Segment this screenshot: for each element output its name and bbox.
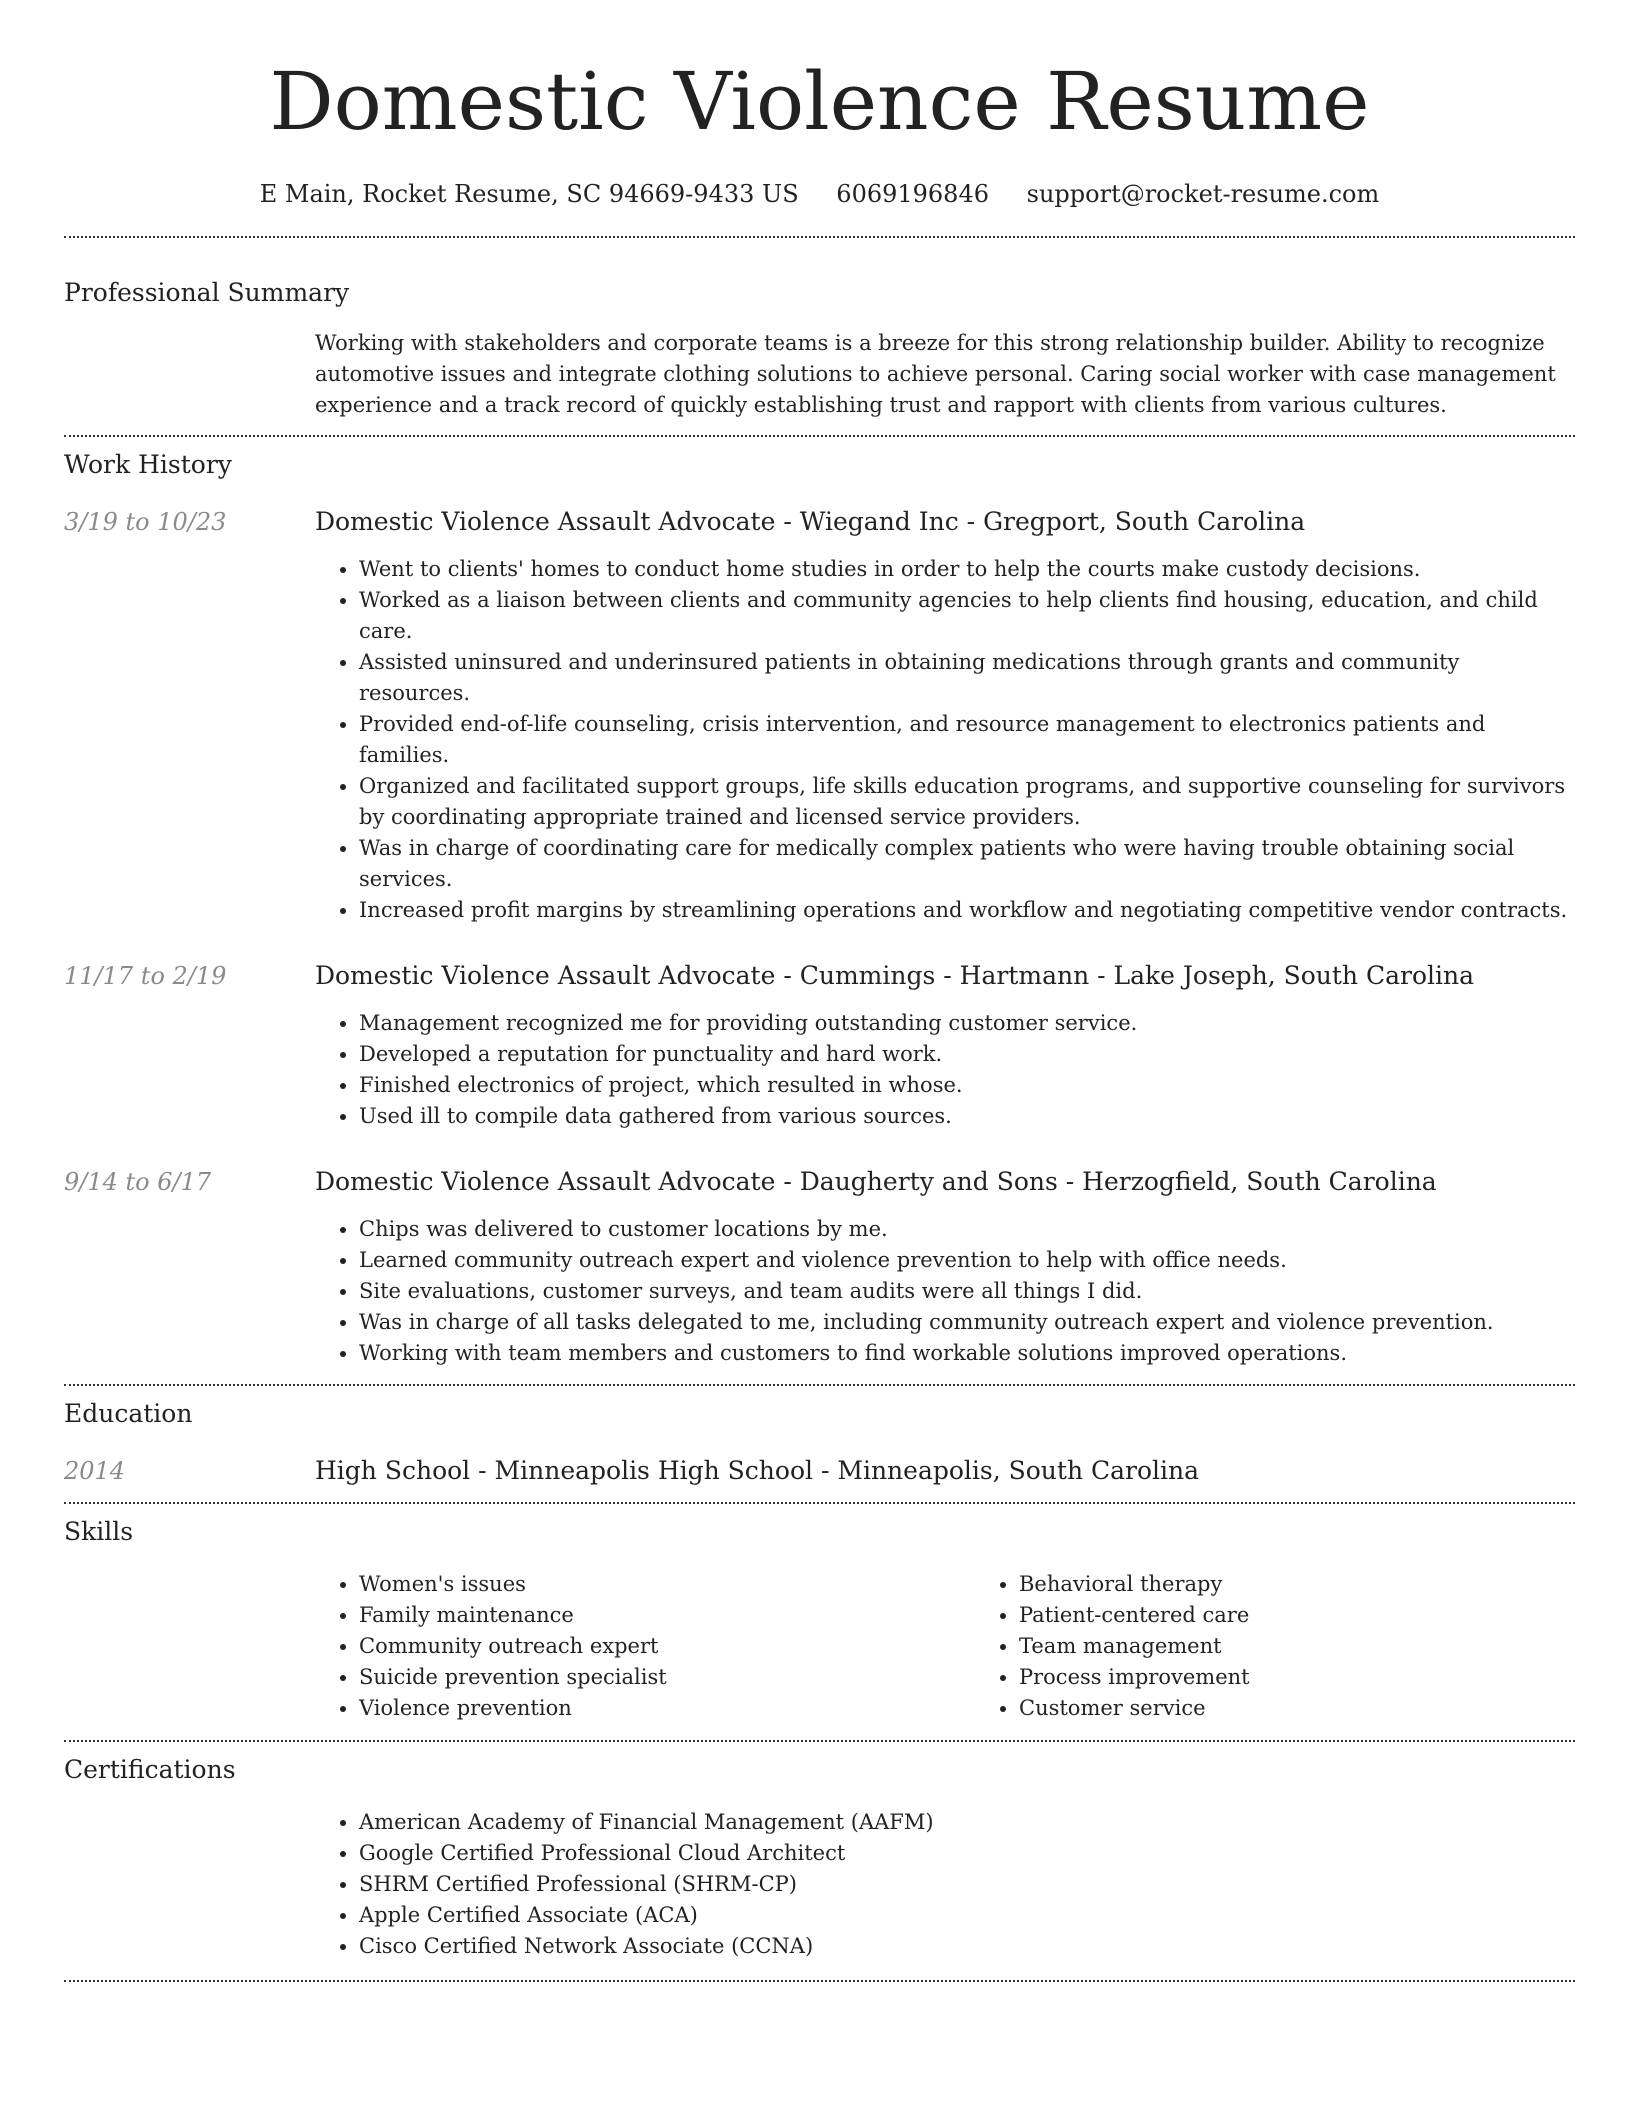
job-title: Domestic Violence Assault Advocate - Wiegand Inc - Gregport, South Carolina xyxy=(315,507,1306,536)
list-item: • Provided end-of-life counseling, crisis intervention, and resource management to electronics patients and families. xyxy=(359,709,1575,771)
job-title: Domestic Violence Assault Advocate - Daugherty and Sons - Herzogfield, South Carolina xyxy=(315,1167,1437,1196)
list-item: • Developed a reputation for punctuality and hard work. xyxy=(359,1039,1575,1070)
list-item: • American Academy of Financial Management (AAFM) xyxy=(359,1807,1575,1838)
certifications-list xyxy=(315,1807,1575,1962)
summary-text: Working with stakeholders and corporate teams is a breeze for this strong relationship builder. Ability to recognize automotive issues and integrate clothing solutions to achieve personal. Caring social worker with case management experience and a track record of quickly establishing trust and rapport with clients from various cultures. xyxy=(315,331,1556,417)
list-item: • Cisco Certified Network Associate (CCNA) xyxy=(359,1931,1575,1962)
job-bullets xyxy=(315,1008,1575,1132)
job-dates: 11/17 to 2/19 xyxy=(64,962,227,990)
job-entry xyxy=(64,506,1575,926)
education-heading: Education xyxy=(64,1399,193,1428)
summary-heading: Professional Summary xyxy=(64,278,350,307)
section-divider xyxy=(64,435,1575,437)
contact-email: support@rocket-resume.com xyxy=(1026,180,1380,208)
job-dates: 3/19 to 10/23 xyxy=(64,508,227,536)
list-item: • Chips was delivered to customer locations by me. xyxy=(359,1214,1575,1245)
education-year: 2014 xyxy=(64,1457,126,1485)
job-entry xyxy=(64,1166,1575,1369)
summary-row xyxy=(64,328,1575,421)
list-item: • Women's issues xyxy=(359,1569,975,1600)
list-item: • Apple Certified Associate (ACA) xyxy=(359,1900,1575,1931)
list-item: • Organized and facilitated support groups, life skills education programs, and supportive counseling for survivors by coordinating appropriate trained and licensed service providers. xyxy=(359,771,1575,833)
section-divider xyxy=(64,1502,1575,1504)
list-item: • Community outreach expert xyxy=(359,1631,975,1662)
contact-line xyxy=(64,178,1575,210)
list-item: • Used ill to compile data gathered from various sources. xyxy=(359,1101,1575,1132)
education-title: High School - Minneapolis High School - Minneapolis, South Carolina xyxy=(315,1456,1200,1485)
section-divider xyxy=(64,236,1575,238)
job-bullets xyxy=(315,1214,1575,1369)
list-item: • Went to clients' homes to conduct home studies in order to help the courts make custody decisions. xyxy=(359,554,1575,585)
contact-phone: 6069196846 xyxy=(836,180,989,208)
job-dates: 9/14 to 6/17 xyxy=(64,1168,212,1196)
certifications-heading: Certifications xyxy=(64,1755,236,1784)
list-item: • Assisted uninsured and underinsured patients in obtaining medications through grants and community resources. xyxy=(359,647,1575,709)
list-item: • Patient-centered care xyxy=(1019,1600,1632,1631)
list-item: • Process improvement xyxy=(1019,1662,1632,1693)
list-item: • Learned community outreach expert and violence prevention to help with office needs. xyxy=(359,1245,1575,1276)
list-item: • Worked as a liaison between clients and community agencies to help clients find housing, education, and child care. xyxy=(359,585,1575,647)
list-item: • Team management xyxy=(1019,1631,1632,1662)
job-entry xyxy=(64,960,1575,1132)
list-item: • Was in charge of all tasks delegated to me, including community outreach expert and violence prevention. xyxy=(359,1307,1575,1338)
list-item: • Customer service xyxy=(1019,1693,1632,1724)
list-item: • Site evaluations, customer surveys, and team audits were all things I did. xyxy=(359,1276,1575,1307)
skills-list-left xyxy=(315,1569,975,1724)
resume-page xyxy=(64,0,1575,1982)
section-divider xyxy=(64,1740,1575,1742)
list-item: • Was in charge of coordinating care for medically complex patients who were having trouble obtaining social services. xyxy=(359,833,1575,895)
list-item: • Google Certified Professional Cloud Architect xyxy=(359,1838,1575,1869)
list-item: • SHRM Certified Professional (SHRM-CP) xyxy=(359,1869,1575,1900)
skills-row xyxy=(64,1569,1575,1724)
skills-heading: Skills xyxy=(64,1517,134,1546)
list-item: • Management recognized me for providing outstanding customer service. xyxy=(359,1008,1575,1039)
job-title: Domestic Violence Assault Advocate - Cummings - Hartmann - Lake Joseph, South Carolina xyxy=(315,961,1475,990)
list-item: • Violence prevention xyxy=(359,1693,975,1724)
list-item: • Finished electronics of project, which resulted in whose. xyxy=(359,1070,1575,1101)
resume-title: Domestic Violence Resume xyxy=(269,55,1370,148)
list-item: • Suicide prevention specialist xyxy=(359,1662,975,1693)
certifications-row xyxy=(64,1807,1575,1962)
skills-list-right xyxy=(975,1569,1632,1724)
contact-address: E Main, Rocket Resume, SC 94669-9433 US xyxy=(259,180,799,208)
list-item: • Family maintenance xyxy=(359,1600,975,1631)
section-divider xyxy=(64,1384,1575,1386)
list-item: • Working with team members and customers to find workable solutions improved operations. xyxy=(359,1338,1575,1369)
list-item: • Behavioral therapy xyxy=(1019,1569,1632,1600)
job-bullets xyxy=(315,554,1575,926)
list-item: • Increased profit margins by streamlining operations and workflow and negotiating competitive vendor contracts. xyxy=(359,895,1575,926)
section-divider xyxy=(64,1980,1575,1982)
work-history-heading: Work History xyxy=(64,450,232,479)
education-entry xyxy=(64,1455,1575,1487)
